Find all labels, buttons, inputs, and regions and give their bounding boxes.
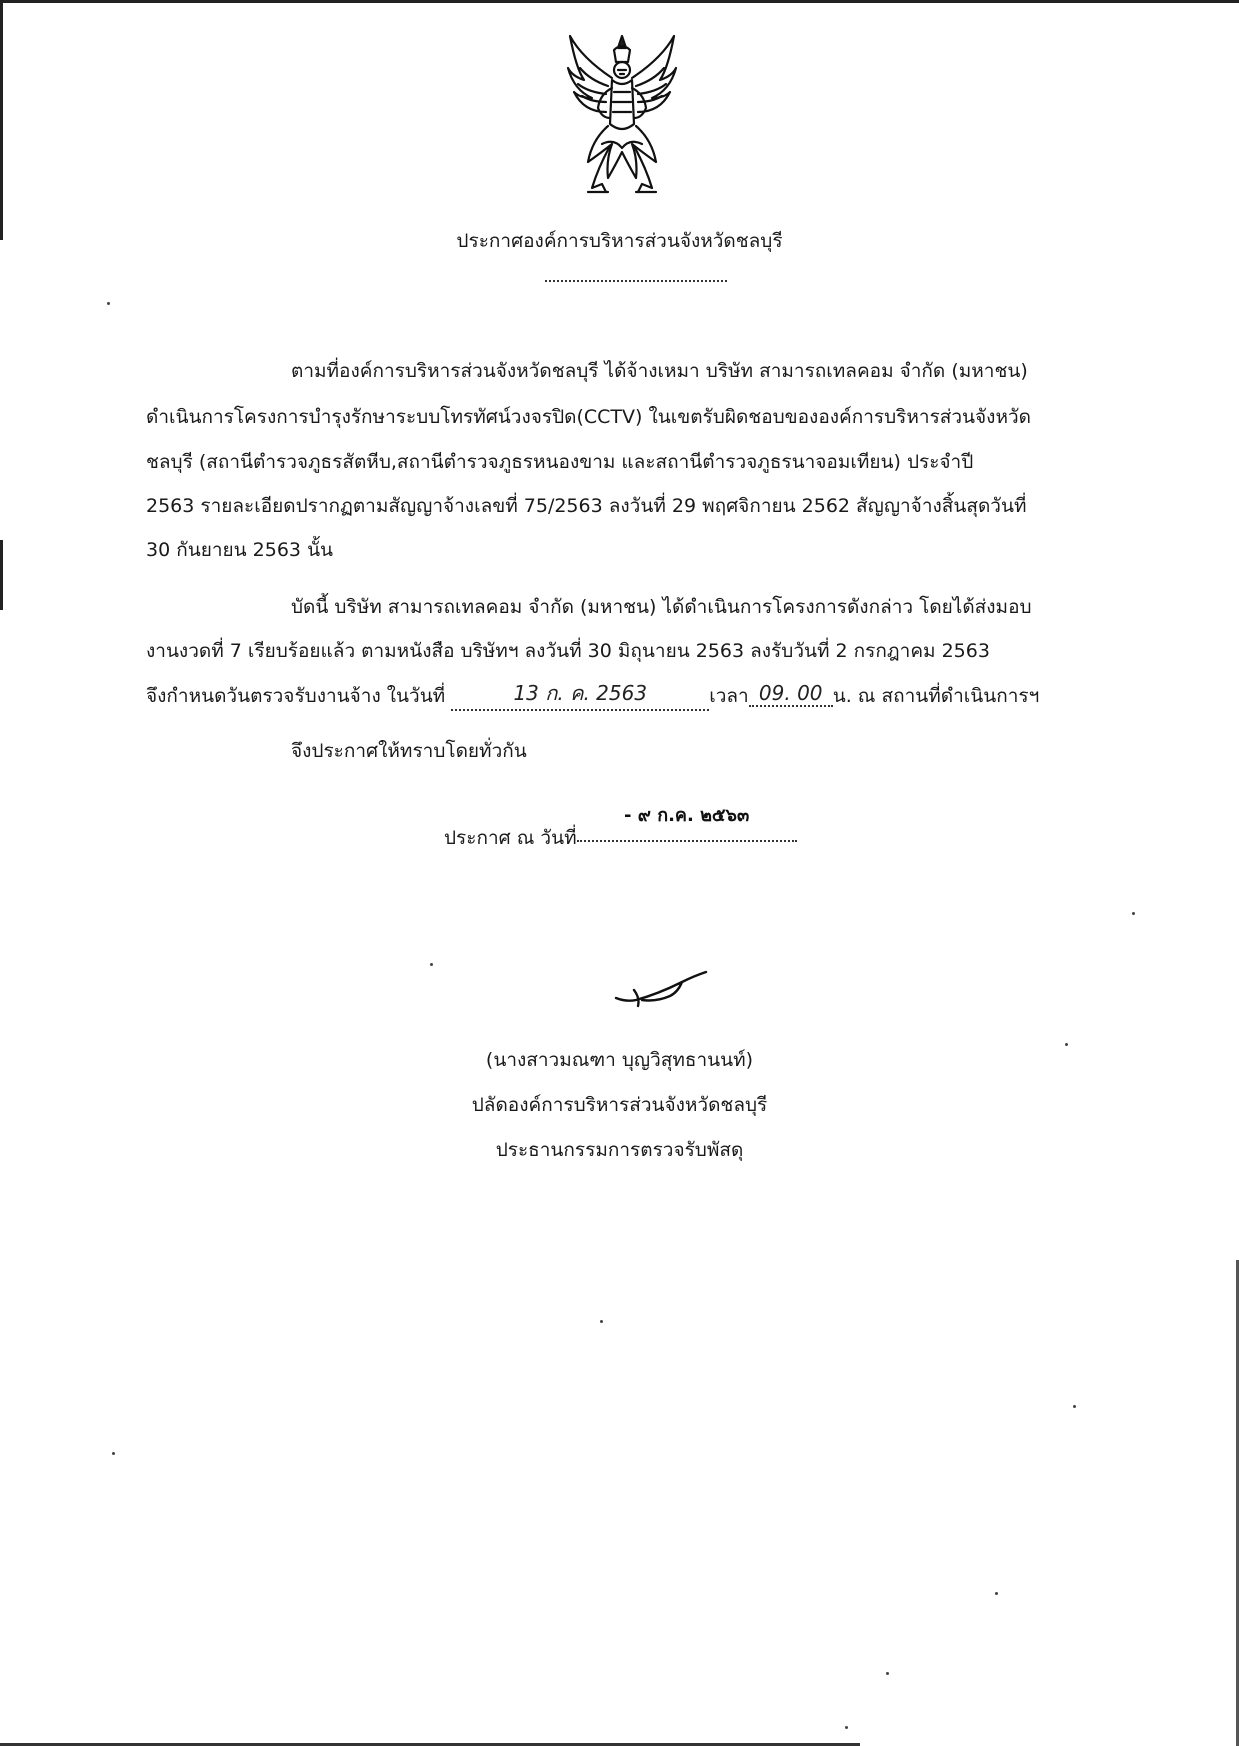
scan-speck: [430, 963, 433, 966]
scan-speck: [107, 302, 110, 305]
paragraph-1-line-4: 2563 รายละเอียดปรากฏตามสัญญาจ้างเลขที่ 75/2563 ลงวันที่ 29 พฤศจิกายน 2562 สัญญาจ้างสิ้นสุดวันที่: [146, 495, 1027, 517]
scan-speck: [600, 1320, 603, 1323]
signatory-position: ปลัดองค์การบริหารส่วนจังหวัดชลบุรี: [471, 1094, 768, 1116]
paragraph-1-line-1: ตามที่องค์การบริหารส่วนจังหวัดชลบุรี ได้จ้างเหมา บริษัท สามารถเทลคอม จำกัด (มหาชน): [291, 360, 1028, 382]
scan-edge: [0, 0, 1239, 3]
paragraph-1-line-2: ดำเนินการโครงการบำรุงรักษาระบบโทรทัศน์วงจรปิด(CCTV) ในเขตรับผิดชอบขององค์การบริหารส่วนจังหวัด: [146, 406, 1031, 428]
scan-speck: [1073, 1405, 1076, 1408]
inspection-date-line: [146, 679, 1039, 713]
time-label: เวลา: [709, 685, 749, 707]
announcement-date-field: [577, 840, 797, 842]
scan-edge: [0, 0, 3, 240]
inspection-prefix: จึงกำหนดวันตรวจรับงานจ้าง ในวันที่: [146, 685, 452, 707]
signatory-committee-role: ประธานกรรมการตรวจรับพัสดุ: [495, 1139, 744, 1161]
scan-speck: [1132, 912, 1135, 915]
scan-speck: [995, 1592, 998, 1595]
inspection-suffix: น. ณ สถานที่ดำเนินการฯ: [832, 685, 1040, 707]
scan-speck: [886, 1672, 889, 1675]
handwritten-time: 09. 00: [758, 681, 823, 705]
handwritten-date: 13 ก. ค. 2563: [513, 681, 648, 705]
document-title: ประกาศองค์การบริหารส่วนจังหวัดชลบุรี: [456, 230, 783, 252]
dotted-divider: [545, 280, 727, 282]
signatory-name: (นางสาวมณฑา บุญวิสุทธานนท์): [485, 1049, 754, 1071]
scan-speck: [845, 1726, 848, 1729]
paragraph-2-line-1: บัดนี้ บริษัท สามารถเทลคอม จำกัด (มหาชน) ได้ดำเนินการโครงการดังกล่าว โดยได้ส่งมอบ: [291, 596, 1032, 618]
scan-speck: [112, 1452, 115, 1455]
paragraph-2-line-2: งานงวดที่ 7 เรียบร้อยแล้ว ตามหนังสือ บริษัทฯ ลงวันที่ 30 มิถุนายน 2563 ลงรับวันที่ 2 กรกฎาคม 2563: [146, 640, 990, 662]
handwritten-signature: [612, 968, 712, 1010]
announcement-date-line: [444, 823, 797, 853]
scan-speck: [1065, 1043, 1068, 1046]
stamped-date: - ๙ ก.ค. ๒๕๖๓: [624, 805, 750, 826]
garuda-emblem-icon: [562, 28, 682, 203]
scan-edge: [0, 540, 3, 610]
announcement-label: ประกาศ ณ วันที่: [444, 827, 577, 849]
closing-statement: จึงประกาศให้ทราบโดยทั่วกัน: [291, 740, 527, 762]
paragraph-1-line-5: 30 กันยายน 2563 นั้น: [146, 539, 334, 561]
handwritten-time-field: [749, 681, 833, 707]
handwritten-date-field: [451, 677, 709, 711]
paragraph-1-line-3: ชลบุรี (สถานีตำรวจภูธรสัตหีบ,สถานีตำรวจภูธรหนองขาม และสถานีตำรวจภูธรนาจอมเทียน) ประจำปี: [146, 451, 974, 473]
